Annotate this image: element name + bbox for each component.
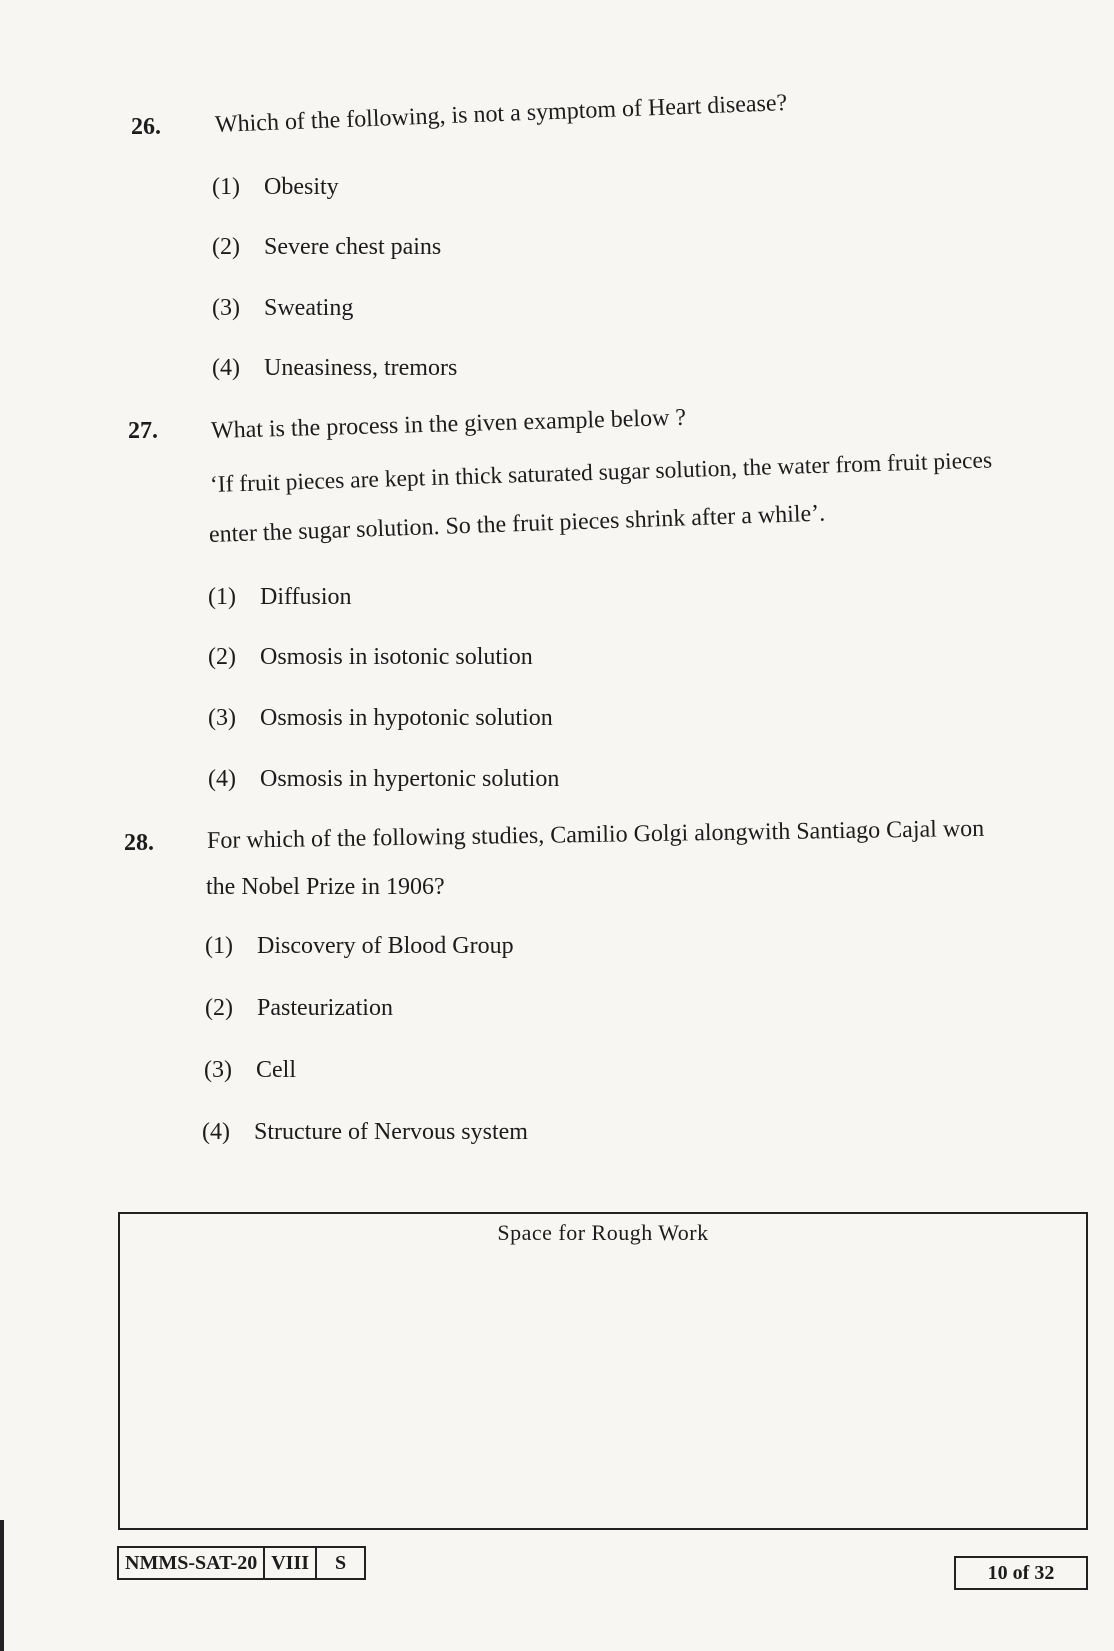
option-1 [205,933,514,960]
option-number: (3) [212,295,240,321]
option-text: Osmosis in isotonic solution [260,644,533,670]
question-passage-line-1: ‘If fruit pieces are kept in thick saturated sugar solution, the water from fruit pieces [209,447,993,498]
option-number: (4) [202,1119,230,1145]
question-text: What is the process in the given example below ? [210,404,687,444]
option-1 [212,174,339,201]
question-text: For which of the following studies, Camilio Golgi alongwith Santiago Cajal won [206,815,985,854]
option-text: Pasteurization [257,995,393,1021]
option-3 [204,1057,296,1084]
option-number: (4) [212,355,240,381]
option-text: Osmosis in hypertonic solution [260,766,560,792]
option-number: (2) [205,995,233,1021]
question-text: Which of the following, is not a symptom of Heart disease? [214,90,788,138]
page-number: 10 of 32 [987,1561,1055,1584]
option-3 [212,295,353,322]
exam-class: VIII [265,1548,317,1578]
option-number: (1) [212,174,240,200]
rough-work-title: Space for Rough Work [497,1220,709,1245]
exam-code: NMMS-SAT-20 [119,1548,265,1578]
option-number: (4) [208,766,236,792]
option-number: (3) [204,1057,232,1083]
option-text: Cell [256,1057,296,1083]
option-text: Severe chest pains [264,234,442,260]
rough-work-box [118,1212,1088,1530]
option-text: Diffusion [260,584,352,610]
page-number-box [954,1556,1088,1590]
option-2 [205,995,393,1022]
option-2 [212,234,441,261]
option-text: Uneasiness, tremors [264,355,458,381]
option-text: Discovery of Blood Group [257,933,514,959]
option-4 [208,766,559,793]
option-number: (2) [212,234,240,260]
option-text: Sweating [264,295,354,321]
option-text: Structure of Nervous system [254,1119,528,1145]
option-4 [202,1119,528,1146]
option-text: Osmosis in hypotonic solution [260,705,553,731]
exam-subject: S [335,1551,347,1574]
option-number: (2) [208,644,236,670]
option-number: (3) [208,705,236,731]
page-edge-shadow [0,1520,4,1651]
question-passage-line-2: enter the sugar solution. So the fruit pieces shrink after a while’. [208,500,826,548]
option-3 [208,705,553,732]
option-text: Obesity [264,174,339,200]
option-4 [212,355,457,382]
question-text-line-2: the Nobel Prize in 1906? [206,874,445,900]
option-1 [208,584,352,611]
question-number: 28. [124,830,154,856]
option-number: (1) [205,933,233,959]
question-number: 26. [131,114,161,140]
option-number: (1) [208,584,236,610]
footer-exam-code [117,1546,366,1580]
option-2 [208,644,533,671]
question-number: 27. [128,418,158,444]
